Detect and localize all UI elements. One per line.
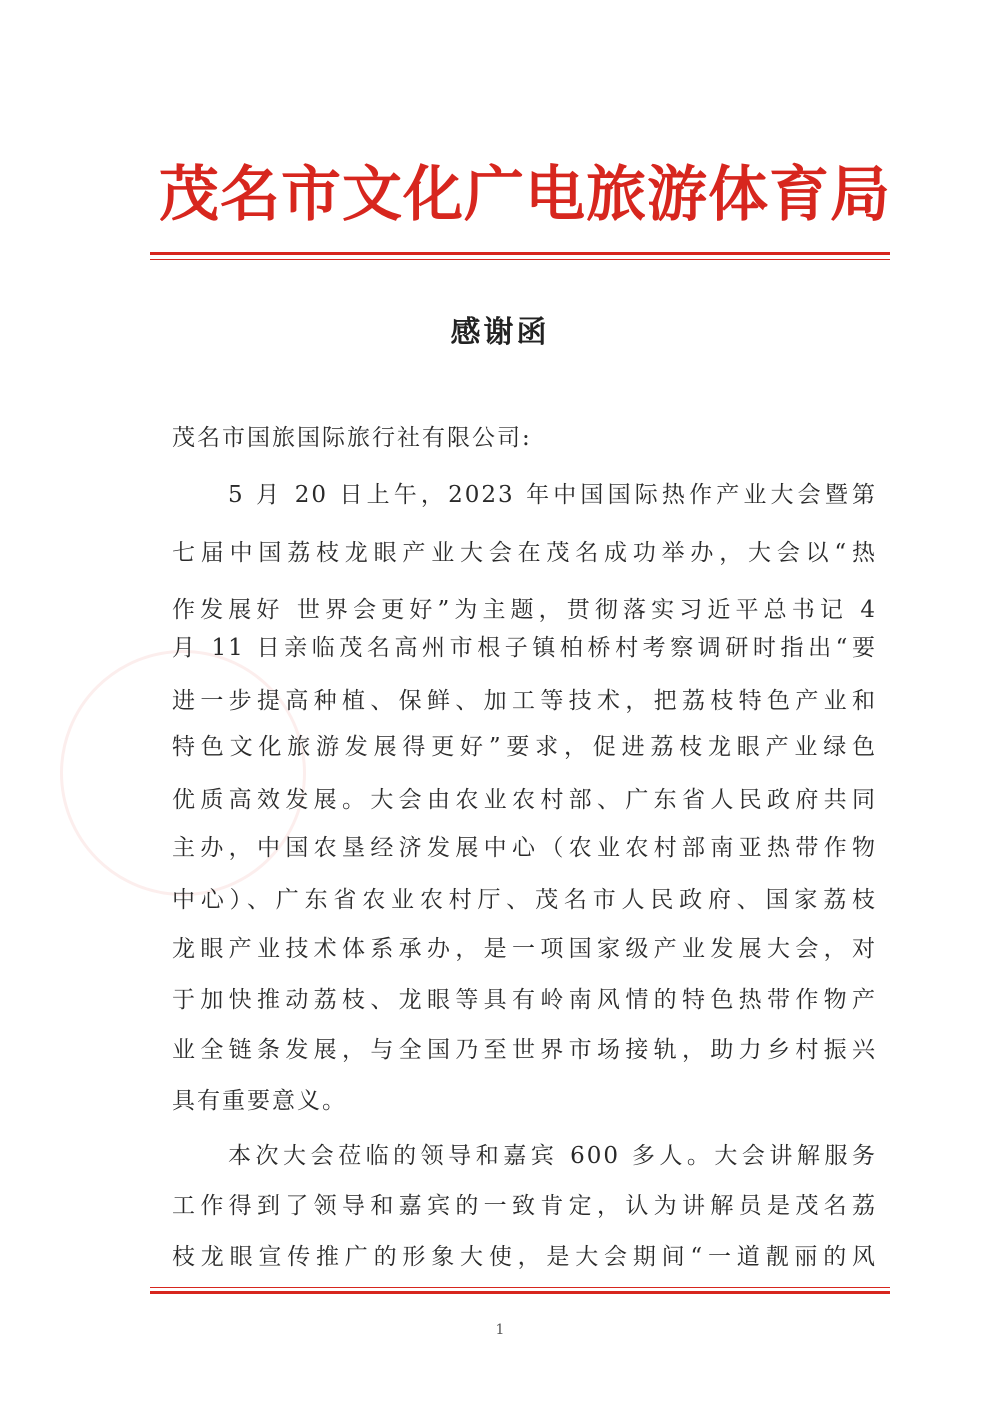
letterhead-rule-thick — [150, 252, 890, 255]
body-line: 月 11 日亲临茂名高州市根子镇柏桥村考察调研时指出“要 — [172, 635, 877, 661]
salutation: 茂名市国旅国际旅行社有限公司: — [172, 425, 532, 451]
letterhead-rule-thin — [150, 259, 890, 260]
page-number: 1 — [495, 1322, 505, 1338]
body-line: 具有重要意义。 — [172, 1088, 347, 1114]
body-line: 本次大会莅临的领导和嘉宾 600 多人。大会讲解服务 — [228, 1143, 877, 1169]
body-line: 于加快推动荔枝、龙眼等具有岭南风情的特色热带作物产 — [172, 987, 877, 1013]
body-line: 中心）、广东省农业农村厅、茂名市人民政府、国家荔枝 — [172, 887, 877, 913]
letterhead-title: 茂名市文化广电旅游体育局 — [159, 160, 891, 230]
body-line: 优质高效发展。大会由农业农村部、广东省人民政府共同 — [172, 787, 877, 813]
body-line: 特色文化旅游发展得更好”要求，促进荔枝龙眼产业绿色 — [172, 734, 877, 760]
body-line: 龙眼产业技术体系承办，是一项国家级产业发展大会，对 — [172, 936, 877, 962]
body-line: 枝龙眼宣传推广的形象大使，是大会期间“一道靓丽的风 — [172, 1244, 877, 1270]
footer-rule-thin — [150, 1287, 890, 1288]
body-line: 5 月 20 日上午，2023 年中国国际热作产业大会暨第 — [228, 482, 877, 508]
body-line: 业全链条发展，与全国乃至世界市场接轨，助力乡村振兴 — [172, 1037, 877, 1063]
body-line: 作发展好 世界会更好”为主题，贯彻落实习近平总书记 4 — [172, 597, 877, 623]
document-title: 感谢函 — [450, 315, 550, 350]
body-line: 主办，中国农垦经济发展中心（农业农村部南亚热带作物 — [172, 835, 877, 861]
body-line: 进一步提高种植、保鲜、加工等技术，把荔枝特色产业和 — [172, 688, 877, 714]
footer-rule-thick — [150, 1291, 890, 1294]
body-line: 七届中国荔枝龙眼产业大会在茂名成功举办，大会以“热 — [172, 540, 877, 566]
body-line: 工作得到了领导和嘉宾的一致肯定，认为讲解员是茂名荔 — [172, 1193, 877, 1219]
